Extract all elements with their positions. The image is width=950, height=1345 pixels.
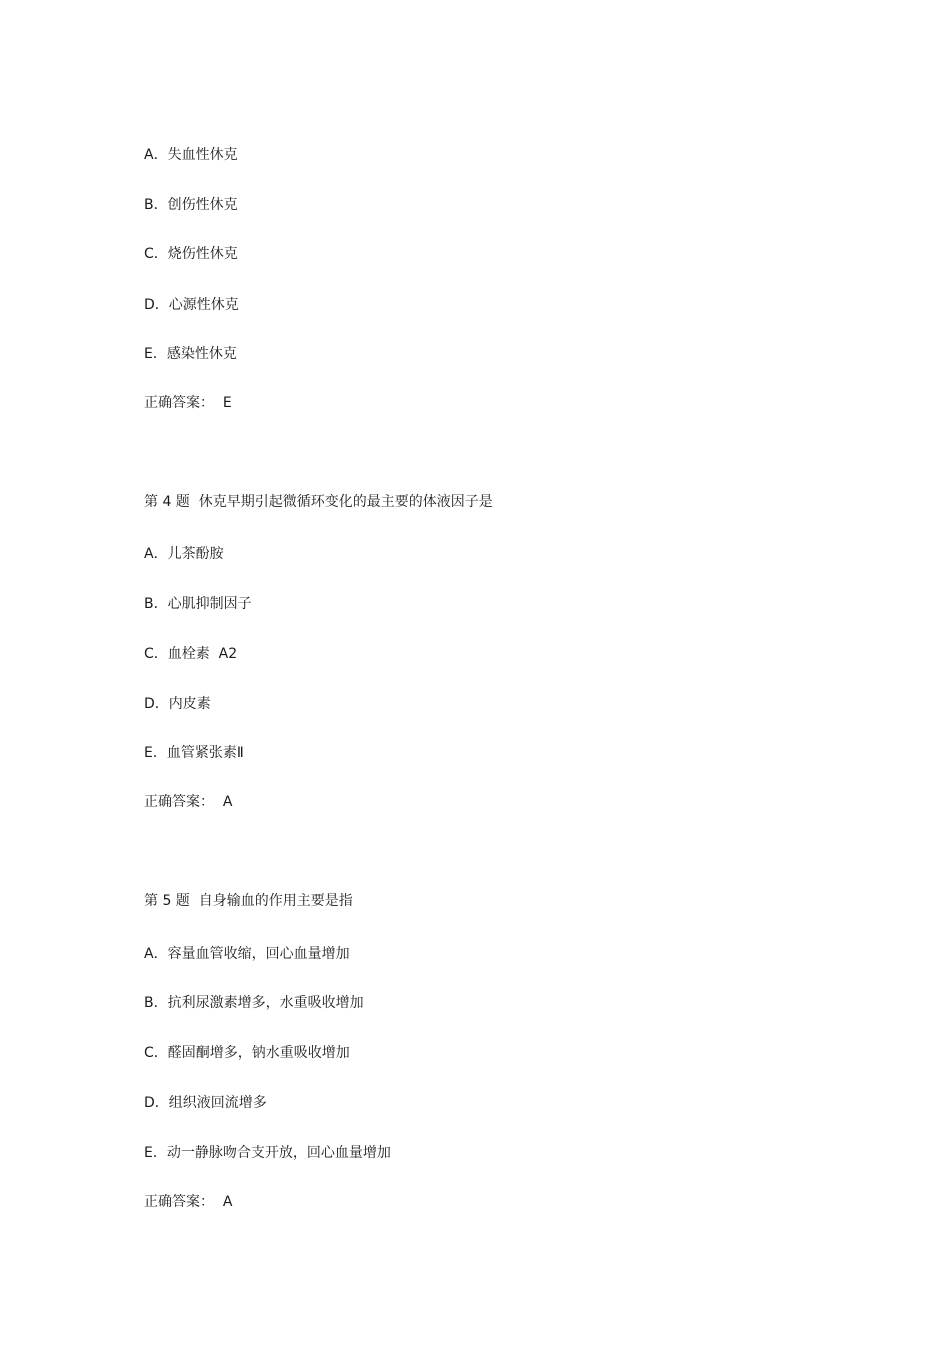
q4-option-d: D．内皮素: [144, 696, 211, 712]
q3-option-c: C．烧伤性休克: [144, 246, 238, 262]
q3-answer: 正确答案： E: [144, 395, 232, 411]
q5-option-b: B．抗利尿激素增多，水重吸收增加: [144, 995, 364, 1011]
q3-option-a: A．失血性休克: [144, 147, 238, 163]
q4-option-c: C．血栓素 A2: [144, 646, 238, 662]
q4-option-a: A．儿茶酚胺: [144, 546, 224, 562]
q3-option-e: E．感染性休克: [144, 346, 237, 362]
q5-question: 第 5 题 自身输血的作用主要是指: [144, 893, 353, 909]
q5-option-a: A．容量血管收缩，回心血量增加: [144, 946, 350, 962]
q4-answer: 正确答案： A: [144, 794, 233, 810]
q4-option-b: B．心肌抑制因子: [144, 596, 252, 612]
q5-option-e: E．动一静脉吻合支开放，回心血量增加: [144, 1145, 391, 1161]
q5-answer: 正确答案： A: [144, 1194, 233, 1210]
q3-option-b: B．创伤性休克: [144, 197, 238, 213]
q4-option-e: E．血管紧张素Ⅱ: [144, 745, 244, 761]
q5-option-c: C．醛固酮增多，钠水重吸收增加: [144, 1045, 350, 1061]
q4-question: 第 4 题 休克早期引起微循环变化的最主要的体液因子是: [144, 494, 493, 510]
q3-option-d: D．心源性休克: [144, 297, 239, 313]
q5-option-d: D．组织液回流增多: [144, 1095, 267, 1111]
